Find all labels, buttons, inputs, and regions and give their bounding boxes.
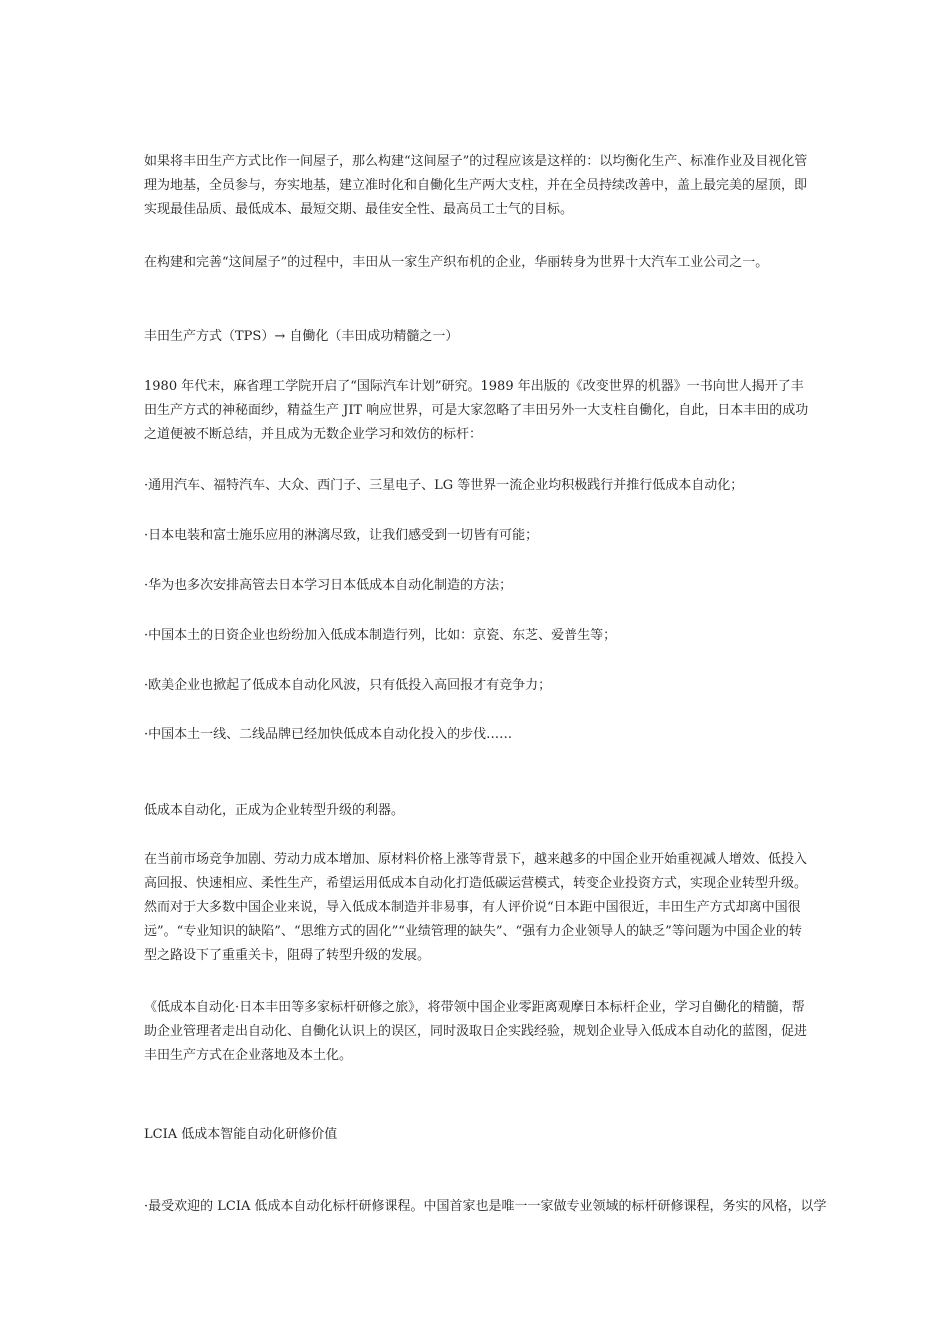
study-tour-paragraph: 《低成本自动化·日本丰田等多家标杆研修之旅》，将带领中国企业零距离观摩日本标杆企业，学习自働化的精髓，帮助企业管理者走出自动化、自働化认识上的误区，同时汲取日企实践经验，规划企业导入低成本自动化的蓝图，促进丰田生产方式在企业落地及本土化。: [144, 1000, 808, 1063]
bullet-denso-fujixerox: ·日本电装和富士施乐应用的淋漓尽致，让我们感受到一切皆有可能；: [144, 528, 539, 543]
lcia-transformation-heading: 低成本自动化，正成为企业转型升级的利器。: [144, 803, 405, 818]
lcia-value-heading: LCIA 低成本智能自动化研修价值: [144, 1127, 338, 1142]
lcia-value-paragraph: ·最受欢迎的 LCIA 低成本自动化标杆研修课程。中国首家也是唯一一家做专业领域的标杆研修课程，务实的风格，以学: [144, 1199, 827, 1214]
intro-paragraph: 如果将丰田生产方式比作一间屋子，那么构建“这间屋子”的过程应该是这样的：以均衡化生产、标准作业及目视化管理为地基，全员参与，夯实地基，建立准时化和自働化生产两大支柱，并在全员持续改善中，盖上最完美的屋顶，即实现最佳品质、最低成本、最短交期、最佳安全性、最高员工士气的目标。: [144, 154, 808, 217]
bullet-global-companies: ·通用汽车、福特汽车、大众、西门子、三星电子、LG 等世界一流企业均积极践行并推行低成本自动化；: [144, 478, 744, 493]
bullet-japanese-companies-china: ·中国本土的日资企业也纷纷加入低成本制造行列，比如：京瓷、东芝、爱普生等；: [144, 628, 617, 643]
tps-heading: 丰田生产方式（TPS）→ 自働化（丰田成功精髓之一）: [144, 329, 459, 344]
bullet-chinese-brands: ·中国本土一线、二线品牌已经加快低成本自动化投入的步伐……: [144, 727, 513, 742]
history-paragraph: 1980 年代末，麻省理工学院开启了“国际汽车计划”研究。1989 年出版的《改变世界的机器》一书向世人揭开了丰田生产方式的神秘面纱，精益生产 JIT 响应世界，可是大家忽略了丰田另外一大支柱自働化，自此，日本丰田的成功之道便被不断总结，并且成为无数企业学习和效仿的标杆：: [144, 379, 809, 442]
transformation-paragraph: 在构建和完善“这间屋子”的过程中，丰田从一家生产织布机的企业，华丽转身为世界十大汽车工业公司之一。: [144, 255, 769, 270]
bullet-huawei: ·华为也多次安排高管去日本学习日本低成本自动化制造的方法；: [144, 578, 513, 593]
bullet-western-companies: ·欧美企业也掀起了低成本自动化风波，只有低投入高回报才有竞争力；: [144, 678, 552, 693]
market-context-paragraph: 在当前市场竞争加剧、劳动力成本增加、原材料价格上涨等背景下，越来越多的中国企业开始重视减人增效、低投入高回报、快速相应、柔性生产，希望运用低成本自动化打造低碳运营模式，转变企业投资方式，实现企业转型升级。然而对于大多数中国企业来说，导入低成本制造并非易事，有人评价说“日本距中国很近，丰田生产方式却离中国很远”。“专业知识的缺陷”、“思维方式的固化”“业绩管理的缺失”、“强有力企业领导人的缺乏”等问题为中国企业的转型之路设下了重重关卡，阻碍了转型升级的发展。: [144, 852, 808, 963]
